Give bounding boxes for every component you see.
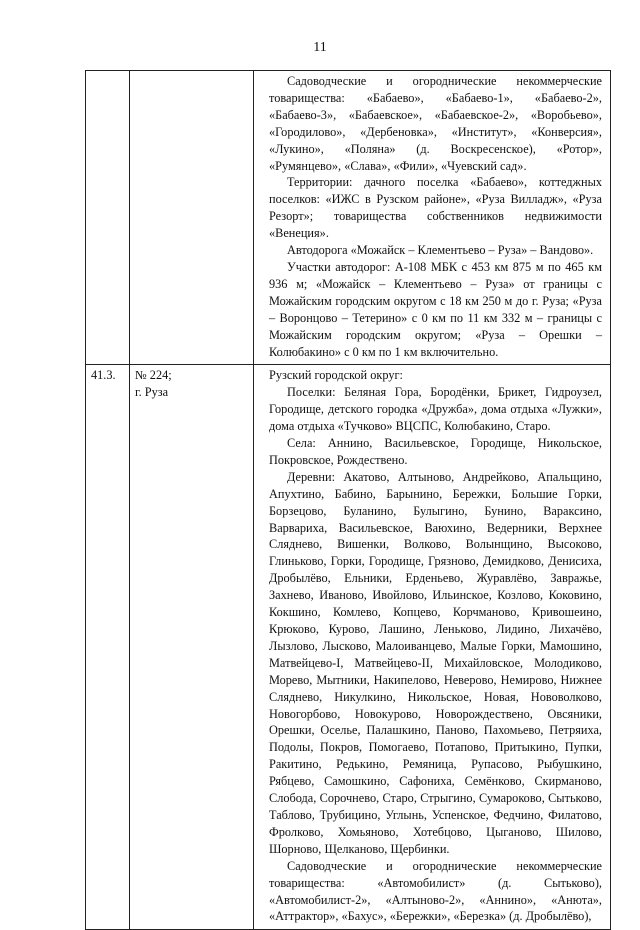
district-number: № 224; [135,368,172,383]
paragraph-settlements: Поселки: Беляная Гора, Бородёнки, Брикет, Гидроузел, Городище, детского городка «Дружба», дома отдыха «Лужки», дома отдыха «Тучково» ВЦСПС, Колюбакино, Старо. [269,385,602,434]
row-number-cell [86,71,130,365]
district-cell [130,71,254,365]
territory-description-cell [254,365,611,930]
territory-description-cell [254,71,611,365]
paragraph-gardening-partnerships: Садоводческие и огороднические некоммерческие товарищества: «Бабаево», «Бабаево-1», «Бабаево-2», «Бабаево-3», «Бабаевское», «Бабаевское-2», «Воробьево», «Городилово», «Дербеновка», «Институт», «Конверсия», «Лукино», «Поляна» (д. Воскресенское), «Ротор», «Румянцево», «Слава», «Фили», «Чуевский сад». [269,74,602,173]
settlements-table [85,70,611,930]
paragraph-gardening-partnerships: Садоводческие и огороднические некоммерческие товарищества: «Автомобилист» (д. Сытьково), «Автомобилист-2», «Алтыново-2», «Аннино», «Анюта», «Аттрактор», «Бахус», «Бережки», «Березка» (д. Дробылёво), [269,858,602,924]
row-number-cell: 41.3. [86,365,130,930]
table-row [86,71,611,365]
paragraph-villages: Села: Аннино, Васильевское, Городище, Никольское, Покровское, Рождествено. [269,436,602,467]
district-center: г. Руза [135,385,169,400]
paragraph-highway: Автодорога «Можайск – Клементьево – Руза» – Вандово». [287,243,594,258]
paragraph-highway-sections: Участки автодорог: А-108 МБК с 453 км 875 м по 465 км 936 м; «Можайск – Клементьево – Руза» от границы с Можайским городским округом с 18 км 250 м до г. Руза; «Руза – Воронцово – Тетерино» с 0 км по 11 км 332 м – границы с Можайским городским округом; «Руза – Орешки – Колюбакино» с 0 км по 1 км включительно. [269,259,602,359]
paragraph-hamlets: Деревни: Акатово, Алтыново, Андрейково, Апальщино, Апухтино, Бабино, Барынино, Бережки, Большие Горки, Борзецово, Буланино, Булыгино, Бунино, Вараксино, Варвариха, Васильевское, Ваюхино, Ведерники, Верхнее Сляднево, Вишенки, Волково, Волынщино, Высоково, Глиньково, Горки, Городище, Грязново, Демидково, Денисиха, Дробылёво, Ельники, Ерденьево, Журавлёво, Завражье, Захнево, Иваново, Ивойлово, Ильинское, Козлово, Коковино, Кокшино, Комлево, Копцево, Корчманово, Кривошеино, Крюково, Курово, Лашино, Леньково, Лидино, Лихачёво, Лызлово, Лысково, Малоиванцево, Малые Горки, Мамошино, Матвейцево-I, Матвейцево-II, Михайловское, Молодиково, Морево, Мытники, Накипелово, Неверово, Немирово, Нижнее Сляднево, Никулкино, Никольское, Новая, Нововолково, Новогорбово, Новокурово, Новорождествено, Овсяники, Орешки, Оселье, Палашкино, Паново, Пахомьево, Петряиха, Подолы, Покров, Помогаево, Потапово, Притыкино, Пупки, Ракитино, Редькино, Ремяница, Рупасово, Рыбушкино, Рябцево, Самошкино, Сафониха, Семёнково, Скирманово, Слобода, Сорочнево, Старо, Стрыгино, Сумароково, Сытьково, Таблово, Трубицино, Углынь, Успенское, Федчино, Филатово, Фролково, Хомьяново, Хотебцово, Цыганово, Шилово, Шорново, Щелканово, Щербинки. [269,469,602,856]
paragraph-territories: Территории: дачного поселка «Бабаево», коттеджных поселков: «ИЖС в Рузском районе», «Руза Вилладж», «Руза Резорт»; товарищества собственников недвижимости «Венеция». [269,175,602,241]
table-row [86,365,611,930]
district-cell [130,365,254,930]
paragraph-okrug-heading: Рузский городской округ: [269,368,403,383]
page-number: 11 [313,40,327,55]
